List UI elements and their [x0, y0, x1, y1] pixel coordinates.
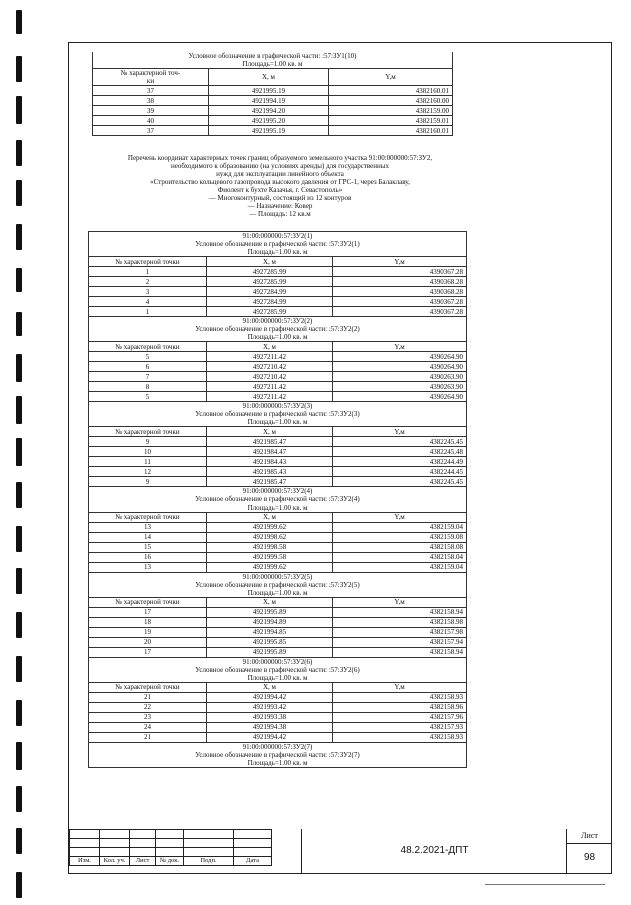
x-coordinate: 4921985.47	[207, 477, 333, 487]
top-table-row	[93, 116, 453, 126]
table-row	[89, 457, 467, 467]
intro-line-4: «Строительство кольцевого газопровода высокого давления от ГРС-1, через Балаклаву,	[150, 178, 410, 187]
point-number: 9	[89, 437, 207, 447]
column-header-row	[89, 427, 467, 437]
table-row	[89, 562, 467, 572]
contours-table	[88, 231, 467, 768]
intro-line-3: нужд для эксплуатации линейного объекта	[216, 170, 344, 179]
top-col-y-header: Y,м	[329, 69, 453, 86]
table-row	[89, 447, 467, 457]
y-coordinate: 4382159.08	[333, 532, 467, 542]
contour-designation: Условное обозначение в графической части: :57:ЗУ2(1)	[195, 240, 360, 249]
contour-area: Площадь=1.00 кв. м	[247, 333, 308, 342]
table-row	[89, 307, 467, 317]
point-number: 13	[89, 562, 207, 572]
point-number: 1	[89, 267, 207, 277]
y-coordinate: 4382159.01	[329, 116, 453, 126]
sheet-box	[566, 829, 612, 873]
contour-id: 91:00:000000:57:ЗУ2(4)	[242, 487, 313, 496]
point-number: 12	[89, 467, 207, 477]
x-coordinate: 4927285.99	[207, 277, 333, 287]
col-num-header: № характерной точки	[89, 342, 207, 352]
col-num-header: № характерной точки	[89, 427, 207, 437]
table-row	[89, 552, 467, 562]
table-row	[89, 267, 467, 277]
col-num-header: № характерной точки	[89, 257, 207, 267]
x-coordinate: 4921995.89	[207, 607, 333, 617]
intro-line-2: необходимого к образованию (на условиях аренды) для государственных	[171, 162, 389, 171]
table-row	[89, 637, 467, 647]
x-coordinate: 4921994.38	[207, 722, 333, 732]
contour-header	[89, 402, 467, 427]
contour-area: Площадь=1.00 кв. м	[247, 758, 308, 767]
contour-area: Площадь=1.00 кв. м	[247, 248, 308, 257]
stamp-list: Лист	[130, 857, 156, 866]
y-coordinate: 4382245.45	[333, 477, 467, 487]
contour-header	[89, 232, 467, 257]
table-row	[89, 647, 467, 657]
point-number: 17	[89, 647, 207, 657]
table-row	[89, 392, 467, 402]
point-number: 37	[93, 86, 209, 96]
point-number: 17	[89, 607, 207, 617]
table-row	[89, 362, 467, 372]
col-x-header: X, м	[207, 512, 333, 522]
x-coordinate: 4921994.89	[207, 617, 333, 627]
point-number: 10	[89, 447, 207, 457]
x-coordinate: 4921984.47	[207, 447, 333, 457]
table-row	[89, 732, 467, 742]
intro-line-1: Перечень координат характерных точек границ образуемого земельного участка 91:00:000000:57:ЗУ2,	[127, 154, 433, 162]
table-row	[89, 702, 467, 712]
table-row	[89, 372, 467, 382]
column-header-row	[89, 342, 467, 352]
point-number: 14	[89, 532, 207, 542]
y-coordinate: 4382159.00	[329, 106, 453, 116]
title-block	[69, 829, 611, 873]
sheet-number: 98	[583, 852, 596, 863]
y-coordinate: 4390368.28	[333, 277, 467, 287]
contour-designation: Условное обозначение в графической части: :57:ЗУ2(4)	[195, 495, 360, 504]
column-header-row	[89, 257, 467, 267]
y-coordinate: 4382159.04	[333, 522, 467, 532]
y-coordinate: 4382158.08	[333, 542, 467, 552]
point-number: 24	[89, 722, 207, 732]
contour-header	[89, 572, 467, 597]
y-coordinate: 4390263.90	[333, 372, 467, 382]
revision-table	[69, 829, 272, 866]
point-number: 5	[89, 392, 207, 402]
y-coordinate: 4382245.45	[333, 437, 467, 447]
point-number: 40	[93, 116, 209, 126]
y-coordinate: 4390368.28	[333, 287, 467, 297]
contour-header	[89, 487, 467, 512]
point-number: 7	[89, 372, 207, 382]
x-coordinate: 4927284.99	[207, 297, 333, 307]
x-coordinate: 4927211.42	[207, 382, 333, 392]
point-number: 21	[89, 692, 207, 702]
y-coordinate: 4390367.28	[333, 307, 467, 317]
x-coordinate: 4927211.42	[207, 392, 333, 402]
x-coordinate: 4921999.62	[207, 522, 333, 532]
stamp-kol-uch: Кол. уч.	[100, 857, 130, 866]
table-row	[89, 617, 467, 627]
y-coordinate: 4382157.94	[333, 637, 467, 647]
x-coordinate: 4927285.99	[207, 307, 333, 317]
x-coordinate: 4927285.99	[207, 267, 333, 277]
table-row	[89, 607, 467, 617]
col-y-header: Y,м	[333, 427, 467, 437]
top-table-row	[93, 86, 453, 96]
contour-area: Площадь=1.00 кв. м	[247, 418, 308, 427]
y-coordinate: 4382159.04	[333, 562, 467, 572]
table-row	[89, 277, 467, 287]
contour-header	[89, 657, 467, 682]
y-coordinate: 4382158.93	[333, 692, 467, 702]
top-table-row	[93, 126, 453, 136]
sheet-label: Лист	[567, 829, 612, 844]
table-row	[89, 297, 467, 307]
col-y-header: Y,м	[333, 512, 467, 522]
col-x-header: X, м	[207, 427, 333, 437]
table-row	[89, 522, 467, 532]
table-row	[89, 287, 467, 297]
point-number: 22	[89, 702, 207, 712]
top-table-row	[93, 106, 453, 116]
col-y-header: Y,м	[333, 257, 467, 267]
point-number: 2	[89, 277, 207, 287]
top-coordinates-table	[92, 52, 453, 136]
table-row	[89, 352, 467, 362]
x-coordinate: 4921995.20	[209, 116, 329, 126]
table-row	[89, 477, 467, 487]
intro-line-7: — Назначение: Ковер	[247, 202, 313, 211]
x-coordinate: 4921995.19	[209, 126, 329, 136]
x-coordinate: 4927210.42	[207, 372, 333, 382]
point-number: 21	[89, 732, 207, 742]
column-header-row	[89, 512, 467, 522]
y-coordinate: 4382158.93	[333, 732, 467, 742]
col-x-header: X, м	[207, 257, 333, 267]
contour-id: 91:00:000000:57:ЗУ2(5)	[242, 572, 313, 581]
contour-area: Площадь=1.00 кв. м	[247, 503, 308, 512]
table-row	[89, 692, 467, 702]
y-coordinate: 4382158.98	[333, 617, 467, 627]
table-row	[89, 532, 467, 542]
col-num-header: № характерной точки	[89, 597, 207, 607]
contour-header	[89, 742, 467, 767]
y-coordinate: 4390264.90	[333, 392, 467, 402]
y-coordinate: 4382157.96	[333, 712, 467, 722]
x-coordinate: 4921985.43	[207, 467, 333, 477]
y-coordinate: 4390263.90	[333, 382, 467, 392]
point-number: 19	[89, 627, 207, 637]
col-x-header: X, м	[207, 597, 333, 607]
y-coordinate: 4382160.00	[329, 96, 453, 106]
document-code: 48.2.2021-ДПТ	[301, 829, 567, 873]
x-coordinate: 4921995.89	[207, 647, 333, 657]
col-num-header: № характерной точки	[89, 512, 207, 522]
x-coordinate: 4921994.20	[209, 106, 329, 116]
x-coordinate: 4921998.62	[207, 532, 333, 542]
stamp-izm: Изм.	[70, 857, 100, 866]
point-number: 38	[93, 96, 209, 106]
y-coordinate: 4390367.28	[333, 297, 467, 307]
contour-designation: Условное обозначение в графической части: :57:ЗУ2(3)	[195, 410, 360, 419]
x-coordinate: 4921985.47	[207, 437, 333, 447]
x-coordinate: 4921994.19	[209, 96, 329, 106]
y-coordinate: 4382244.49	[333, 457, 467, 467]
col-x-header: X, м	[207, 342, 333, 352]
contour-id: 91:00:000000:57:ЗУ2(7)	[242, 742, 313, 751]
x-coordinate: 4921994.42	[207, 692, 333, 702]
top-col-x-header: X, м	[209, 69, 329, 86]
y-coordinate: 4390264.90	[333, 362, 467, 372]
col-num-header: № характерной точки	[89, 682, 207, 692]
intro-text	[100, 154, 460, 218]
point-number: 6	[89, 362, 207, 372]
x-coordinate: 4927211.42	[207, 352, 333, 362]
point-number: 20	[89, 637, 207, 647]
table-row	[89, 627, 467, 637]
y-coordinate: 4382160.01	[329, 86, 453, 96]
y-coordinate: 4382158.94	[333, 647, 467, 657]
y-coordinate: 4382244.45	[333, 467, 467, 477]
x-coordinate: 4921998.58	[207, 542, 333, 552]
contour-designation: Условное обозначение в графической части: :57:ЗУ2(6)	[195, 665, 360, 674]
table-row	[89, 722, 467, 732]
point-number: 39	[93, 106, 209, 116]
point-number: 16	[89, 552, 207, 562]
x-coordinate: 4921995.85	[207, 637, 333, 647]
contour-id: 91:00:000000:57:ЗУ2(3)	[242, 402, 313, 411]
y-coordinate: 4382158.04	[333, 552, 467, 562]
y-coordinate: 4382245.48	[333, 447, 467, 457]
x-coordinate: 4921994.85	[207, 627, 333, 637]
table-row	[89, 382, 467, 392]
contour-designation: Условное обозначение в графической части: :57:ЗУ2(7)	[195, 750, 360, 759]
stamp-podp: Подп.	[184, 857, 234, 866]
top-area: Площадь=1.00 кв. м	[242, 60, 303, 69]
y-coordinate: 4382157.93	[333, 722, 467, 732]
top-table-row	[93, 96, 453, 106]
contour-area: Площадь=1.00 кв. м	[247, 588, 308, 597]
footer-line	[485, 884, 605, 885]
x-coordinate: 4921984.43	[207, 457, 333, 467]
y-coordinate: 4382158.94	[333, 607, 467, 617]
point-number: 23	[89, 712, 207, 722]
stamp-ndoc: № док.	[156, 857, 184, 866]
contour-area: Площадь=1.00 кв. м	[247, 673, 308, 682]
column-header-row	[89, 597, 467, 607]
contour-id: 91:00:000000:57:ЗУ2(1)	[242, 232, 313, 240]
x-coordinate: 4921999.58	[207, 552, 333, 562]
y-coordinate: 4390367.28	[333, 267, 467, 277]
table-row	[89, 542, 467, 552]
contour-designation: Условное обозначение в графической части: :57:ЗУ2(2)	[195, 325, 360, 334]
stamp-data: Дата	[234, 857, 272, 866]
point-number: 3	[89, 287, 207, 297]
point-number: 1	[89, 307, 207, 317]
y-coordinate: 4390264.90	[333, 352, 467, 362]
point-number: 9	[89, 477, 207, 487]
x-coordinate: 4921995.19	[209, 86, 329, 96]
col-y-header: Y,м	[333, 342, 467, 352]
point-number: 5	[89, 352, 207, 362]
x-coordinate: 4921993.38	[207, 712, 333, 722]
y-coordinate: 4382157.98	[333, 627, 467, 637]
y-coordinate: 4382158.96	[333, 702, 467, 712]
point-number: 15	[89, 542, 207, 552]
table-row	[89, 437, 467, 447]
top-col-num-header: № характерной точ- ки	[93, 69, 209, 86]
point-number: 8	[89, 382, 207, 392]
point-number: 11	[89, 457, 207, 467]
col-y-header: Y,м	[333, 682, 467, 692]
x-coordinate: 4927210.42	[207, 362, 333, 372]
x-coordinate: 4921994.42	[207, 732, 333, 742]
top-designation: Условное обозначение в графической части: :57:ЗУ1(10)	[188, 52, 357, 60]
point-number: 4	[89, 297, 207, 307]
intro-line-8: — Площадь: 12 кв.м	[249, 210, 311, 219]
intro-line-6: — Многоконтурный, состоящий из 12 контуров	[208, 194, 352, 203]
point-number: 13	[89, 522, 207, 532]
contour-header	[89, 317, 467, 342]
intro-line-5: Фиолент к бухте Казачья, г. Севастополь»	[217, 186, 343, 195]
x-coordinate: 4921999.62	[207, 562, 333, 572]
col-x-header: X, м	[207, 682, 333, 692]
table-row	[89, 712, 467, 722]
x-coordinate: 4927284.99	[207, 287, 333, 297]
table-row	[89, 467, 467, 477]
contour-id: 91:00:000000:57:ЗУ2(6)	[242, 657, 313, 666]
contour-designation: Условное обозначение в графической части: :57:ЗУ2(5)	[195, 580, 360, 589]
point-number: 18	[89, 617, 207, 627]
column-header-row	[89, 682, 467, 692]
point-number: 37	[93, 126, 209, 136]
x-coordinate: 4921993.42	[207, 702, 333, 712]
contour-id: 91:00:000000:57:ЗУ2(2)	[242, 317, 313, 326]
y-coordinate: 4382160.01	[329, 126, 453, 136]
col-y-header: Y,м	[333, 597, 467, 607]
